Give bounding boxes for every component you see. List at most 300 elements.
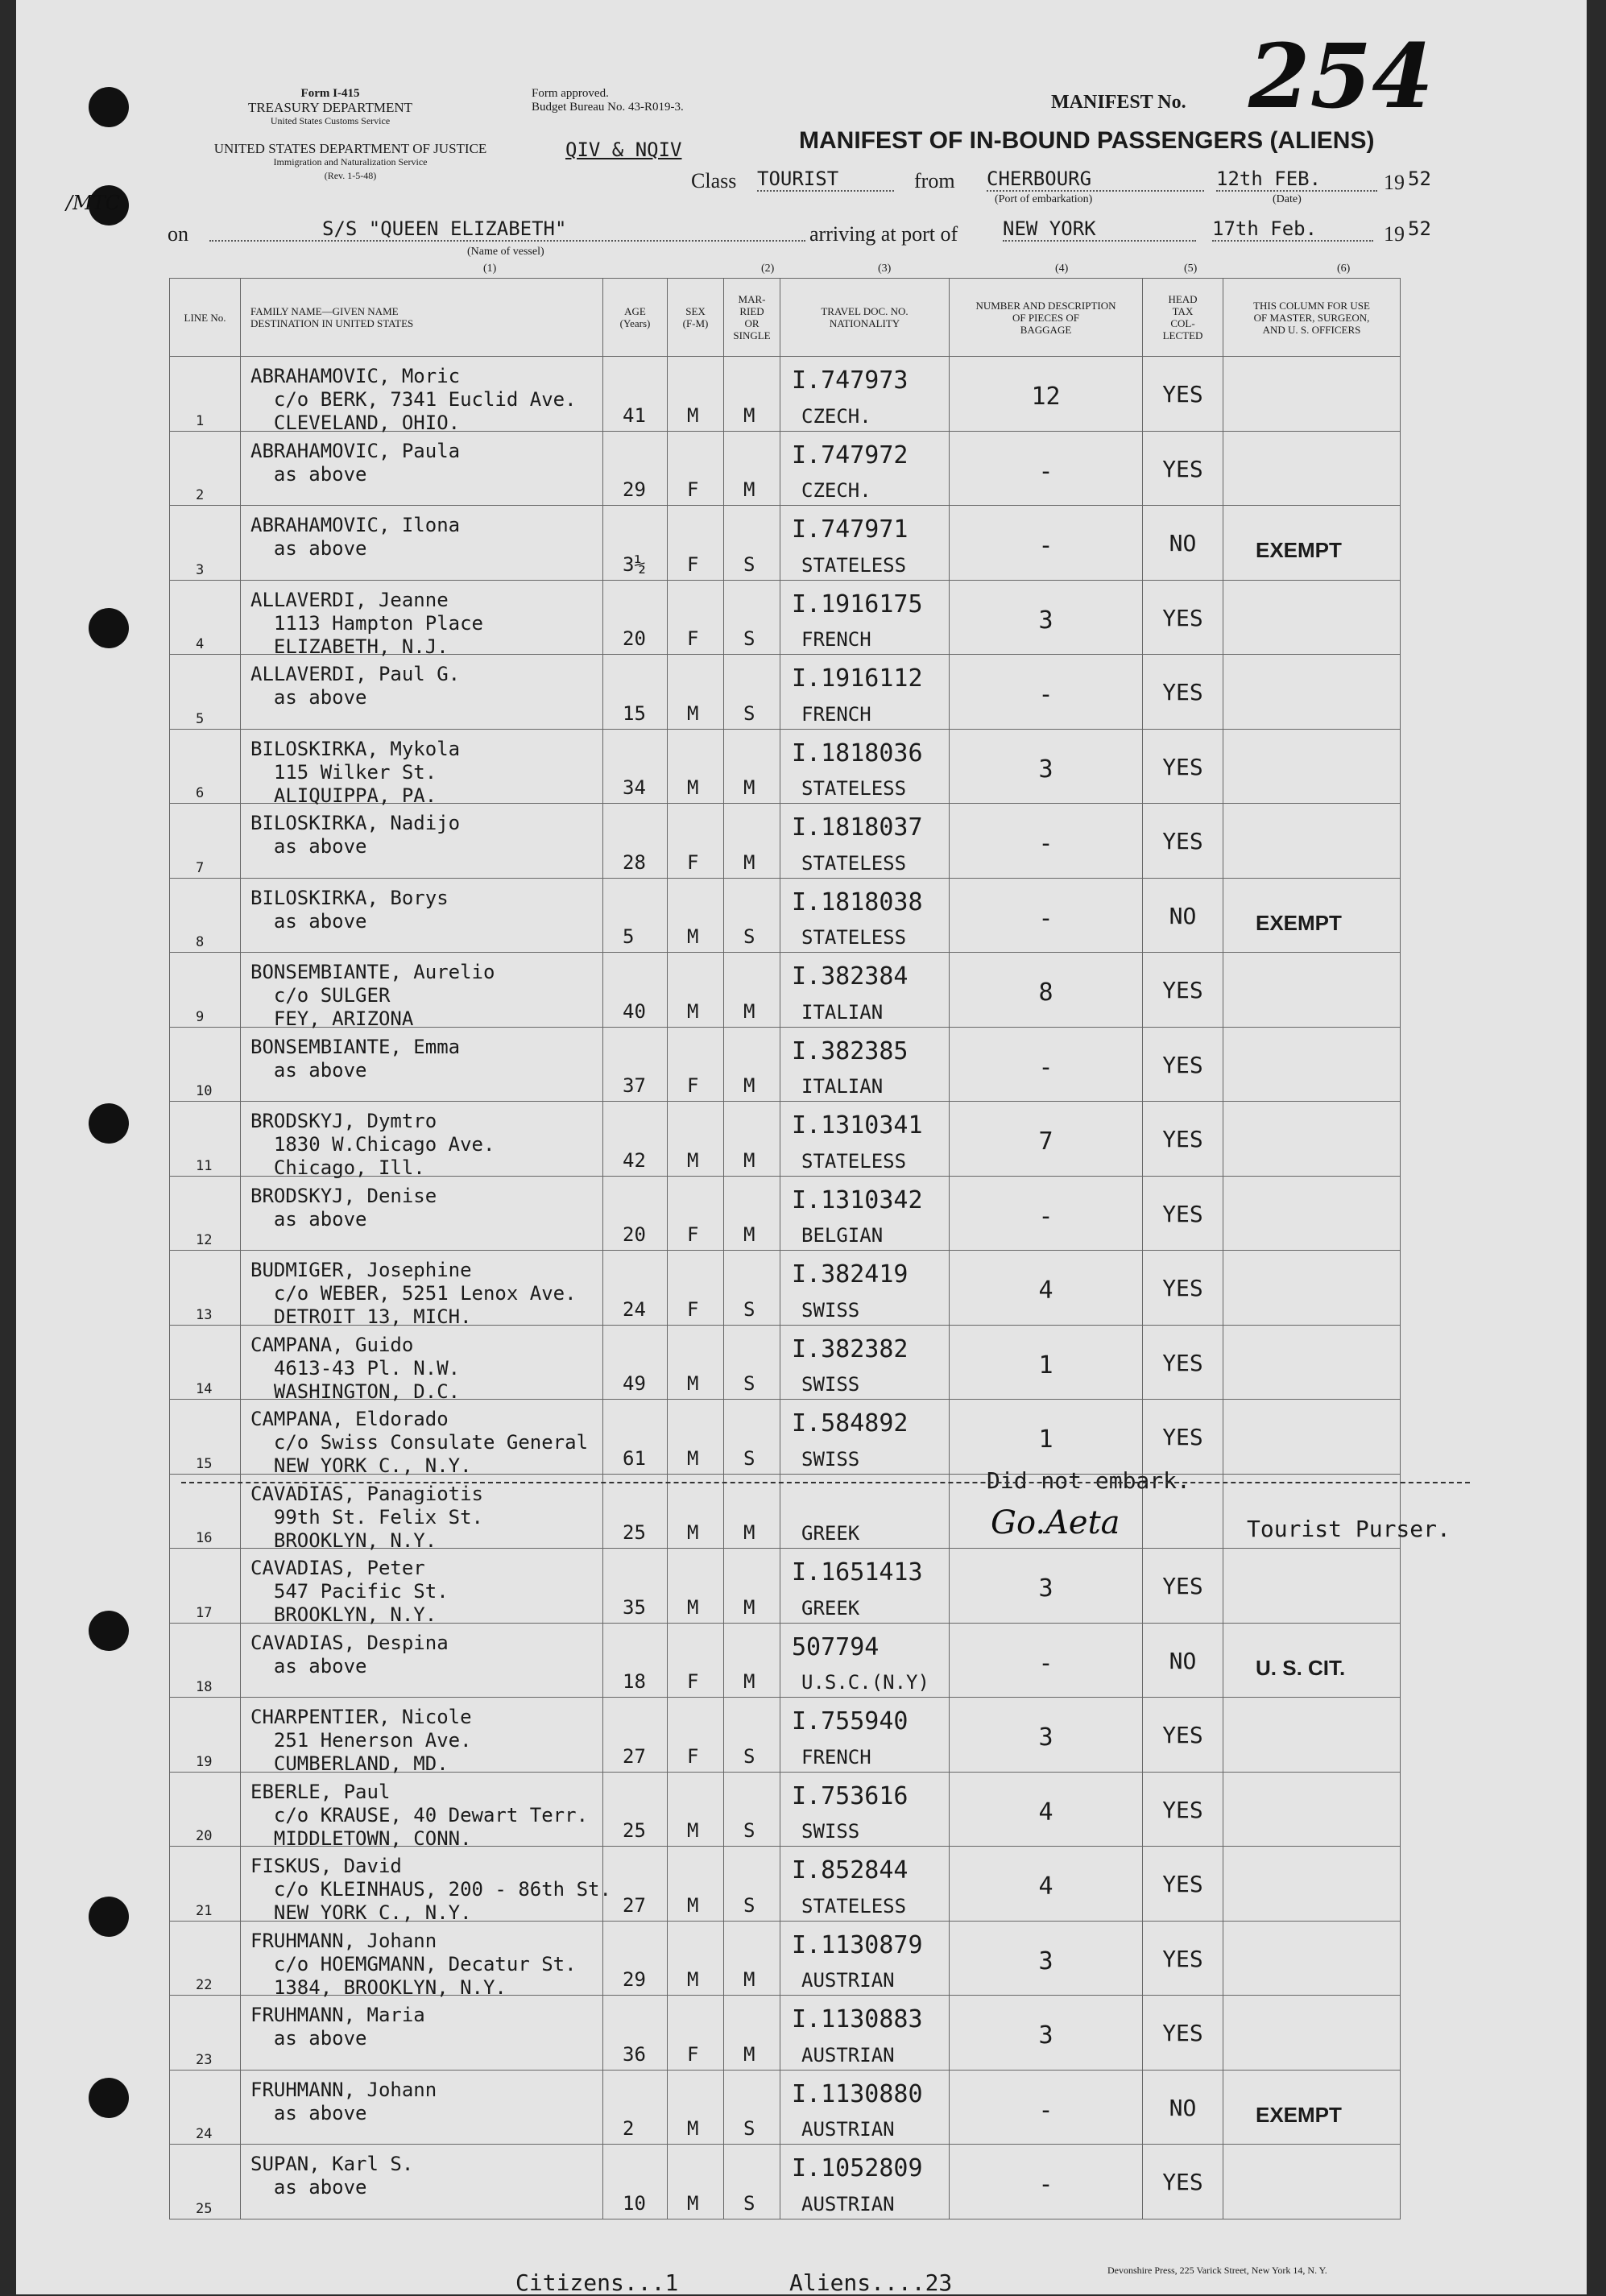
revision: (Rev. 1-5-48) bbox=[324, 170, 377, 181]
passenger-name: BUDMIGER, Josephine c/o WEBER, 5251 Lenox Ave. DETROIT 13, MICH. bbox=[250, 1259, 577, 1328]
passenger-name: BILOSKIRKA, Borys as above bbox=[250, 886, 449, 933]
doc-cell bbox=[780, 1251, 950, 1326]
name-cell bbox=[241, 1027, 603, 1102]
baggage-count: - bbox=[1038, 457, 1053, 486]
arrival-date: 17th Feb. bbox=[1212, 217, 1373, 242]
doc-cell bbox=[780, 1921, 950, 1996]
head-tax: YES bbox=[1162, 679, 1203, 705]
marital-cell bbox=[724, 2145, 780, 2219]
marital-cell bbox=[724, 1921, 780, 1996]
marital-cell bbox=[724, 1847, 780, 1922]
col-number-4: (4) bbox=[1055, 263, 1069, 275]
travel-doc-number: I.584892 bbox=[792, 1409, 909, 1438]
arrival-year-prefix: 19 bbox=[1384, 222, 1405, 246]
table-row bbox=[170, 1772, 1401, 1847]
name-cell bbox=[241, 1325, 603, 1403]
age-cell bbox=[603, 1325, 668, 1400]
citizens-count bbox=[515, 2269, 678, 2296]
marital-status: S bbox=[743, 1893, 755, 1917]
line-number: 7 bbox=[196, 859, 205, 876]
age: 20 bbox=[623, 1223, 646, 1246]
col-number-2: (2) bbox=[761, 263, 775, 275]
tax-cell bbox=[1143, 1921, 1223, 1996]
marital-status: S bbox=[743, 701, 755, 725]
passenger-name: ABRAHAMOVIC, Moric c/o BERK, 7341 Euclid Ave. CLEVELAND, OHIO. bbox=[250, 365, 577, 434]
age: 49 bbox=[623, 1372, 646, 1395]
travel-doc-number: I.1818037 bbox=[792, 813, 923, 842]
marital-cell bbox=[724, 357, 780, 432]
doc-cell bbox=[780, 1772, 950, 1847]
line-cell bbox=[170, 1847, 241, 1922]
head-tax: YES bbox=[1162, 1573, 1203, 1599]
punch-hole bbox=[89, 2078, 129, 2118]
nationality: STATELESS bbox=[801, 777, 907, 800]
age-cell bbox=[603, 1698, 668, 1773]
customs-service: United States Customs Service bbox=[270, 115, 391, 126]
aliens-value: 23 bbox=[925, 2269, 953, 2296]
baggage-cell bbox=[950, 2070, 1143, 2145]
remarks-cell bbox=[1223, 1176, 1401, 1251]
marital-status: M bbox=[743, 1521, 755, 1544]
line-cell bbox=[170, 431, 241, 506]
sex: F bbox=[687, 850, 699, 874]
table-row bbox=[170, 1325, 1401, 1400]
passenger-name: CAVADIAS, Despina as above bbox=[250, 1631, 449, 1678]
baggage-count: - bbox=[1038, 2095, 1053, 2124]
table-row bbox=[170, 1474, 1401, 1549]
remarks-cell bbox=[1223, 1921, 1401, 1996]
nationality: CZECH. bbox=[801, 404, 871, 428]
baggage-cell bbox=[950, 431, 1143, 506]
baggage-count: - bbox=[1038, 1053, 1053, 1082]
sex-cell bbox=[668, 1027, 724, 1102]
nationality: U.S.C.(N.Y) bbox=[801, 1671, 929, 1694]
baggage-count: 3 bbox=[1038, 2021, 1053, 2050]
marital-cell bbox=[724, 1549, 780, 1624]
embark-year: 52 bbox=[1408, 168, 1431, 190]
table-row bbox=[170, 804, 1401, 879]
travel-doc-number: I.1916112 bbox=[792, 664, 923, 693]
name-cell bbox=[241, 1474, 603, 1552]
age: 24 bbox=[623, 1297, 646, 1321]
line-cell bbox=[170, 357, 241, 432]
table-row bbox=[170, 2145, 1401, 2219]
baggage-count: 1 bbox=[1038, 1351, 1053, 1380]
marital-cell bbox=[724, 655, 780, 730]
baggage-count: 3 bbox=[1038, 1574, 1053, 1603]
passenger-name: FISKUS, David c/o KLEINHAUS, 200 - 86th St. NEW YORK C., N.Y. bbox=[250, 1855, 611, 1924]
tourist-purser-note: Tourist Purser. bbox=[1247, 1516, 1451, 1542]
doc-cell bbox=[780, 1474, 950, 1549]
printer-credit: Devonshire Press, 225 Varick Street, New York 14, N. Y. bbox=[1107, 2265, 1327, 2276]
sex-cell bbox=[668, 1400, 724, 1475]
marital-cell bbox=[724, 1102, 780, 1177]
marital-status: S bbox=[743, 1446, 755, 1470]
table-row bbox=[170, 1102, 1401, 1177]
col-number-6: (6) bbox=[1337, 263, 1351, 275]
table-row bbox=[170, 1623, 1401, 1698]
doc-cell bbox=[780, 357, 950, 432]
marital-cell bbox=[724, 431, 780, 506]
remarks-cell bbox=[1223, 878, 1401, 953]
sex-cell bbox=[668, 1623, 724, 1698]
name-cell bbox=[241, 2070, 603, 2145]
marital-cell bbox=[724, 580, 780, 655]
remarks-cell bbox=[1223, 953, 1401, 1028]
name-cell bbox=[241, 1921, 603, 1999]
marital-status: M bbox=[743, 478, 755, 501]
remarks-cell bbox=[1223, 2145, 1401, 2219]
age: 10 bbox=[623, 2191, 646, 2215]
tax-cell bbox=[1143, 2145, 1223, 2219]
head-tax: NO bbox=[1169, 2094, 1197, 2121]
passenger-name: BRODSKYJ, Denise as above bbox=[250, 1184, 437, 1231]
passenger-name: BILOSKIRKA, Mykola 115 Wilker St. ALIQUIPPA, PA. bbox=[250, 737, 461, 807]
age-cell bbox=[603, 655, 668, 730]
line-number: 17 bbox=[196, 1604, 213, 1621]
line-number: 15 bbox=[196, 1455, 213, 1472]
passenger-name: ABRAHAMOVIC, Paula as above bbox=[250, 439, 461, 486]
line-cell bbox=[170, 1698, 241, 1773]
name-cell bbox=[241, 2145, 603, 2219]
marital-cell bbox=[724, 804, 780, 879]
travel-doc-number: I.753616 bbox=[792, 1781, 909, 1810]
sex-cell bbox=[668, 2145, 724, 2219]
line-number: 11 bbox=[196, 1157, 213, 1174]
passenger-name: FRUHMANN, Johann as above bbox=[250, 2078, 437, 2124]
sex-cell bbox=[668, 431, 724, 506]
marital-status: M bbox=[743, 776, 755, 799]
baggage-count: 4 bbox=[1038, 1872, 1053, 1901]
remarks-cell bbox=[1223, 1251, 1401, 1326]
marital-cell bbox=[724, 1176, 780, 1251]
head-tax: YES bbox=[1162, 455, 1203, 482]
passenger-name: CAVADIAS, Panagiotis 99th St. Felix St. BROOKLYN, N.Y. bbox=[250, 1482, 483, 1552]
marital-cell bbox=[724, 1027, 780, 1102]
nationality: SWISS bbox=[801, 1820, 860, 1843]
age-cell bbox=[603, 1772, 668, 1847]
passenger-name: ALLAVERDI, Paul G. as above bbox=[250, 663, 461, 709]
marital-cell bbox=[724, 1400, 780, 1475]
remarks-cell bbox=[1223, 1549, 1401, 1624]
name-cell bbox=[241, 1623, 603, 1698]
head-tax: YES bbox=[1162, 1796, 1203, 1823]
baggage-cell bbox=[950, 1251, 1143, 1326]
marital-status: S bbox=[743, 925, 755, 948]
nationality: FRENCH bbox=[801, 1745, 871, 1769]
head-tax: YES bbox=[1162, 1126, 1203, 1152]
tax-cell bbox=[1143, 1772, 1223, 1847]
visa-class-code: QIV & NQIV bbox=[565, 139, 682, 161]
sex: F bbox=[687, 1670, 699, 1693]
head-tax: YES bbox=[1162, 1275, 1203, 1301]
did-not-embark-note: Did not embark. bbox=[987, 1467, 1190, 1494]
baggage-count: 7 bbox=[1038, 1127, 1053, 1156]
punch-hole bbox=[89, 1897, 129, 1937]
name-cell bbox=[241, 878, 603, 953]
table-row bbox=[170, 1549, 1401, 1624]
table-row bbox=[170, 357, 1401, 432]
travel-doc-number: I.1130880 bbox=[792, 2079, 923, 2108]
embark-caption: (Port of embarkation) bbox=[995, 193, 1093, 205]
doc-cell bbox=[780, 1027, 950, 1102]
passenger-name: BONSEMBIANTE, Emma as above bbox=[250, 1035, 461, 1082]
table-row bbox=[170, 953, 1401, 1028]
doc-cell bbox=[780, 1623, 950, 1698]
embark-date: 12th FEB. bbox=[1216, 168, 1377, 192]
age-cell bbox=[603, 357, 668, 432]
doc-cell bbox=[780, 2145, 950, 2219]
line-number: 22 bbox=[196, 1977, 213, 1993]
sex: M bbox=[687, 925, 699, 948]
head-tax: YES bbox=[1162, 977, 1203, 1003]
header-name: FAMILY NAME—GIVEN NAME DESTINATION IN UNITED STATES bbox=[241, 279, 603, 357]
tax-cell bbox=[1143, 1027, 1223, 1102]
table-row bbox=[170, 729, 1401, 804]
line-cell bbox=[170, 1996, 241, 2071]
name-cell bbox=[241, 1698, 603, 1773]
purser-signature: Go.Aeta bbox=[991, 1504, 1120, 1541]
embark-year-prefix: 19 bbox=[1384, 171, 1405, 194]
tax-cell bbox=[1143, 953, 1223, 1028]
nationality: FRENCH bbox=[801, 628, 871, 651]
tax-cell bbox=[1143, 1847, 1223, 1922]
tax-cell bbox=[1143, 729, 1223, 804]
line-number: 6 bbox=[196, 785, 205, 801]
sex: M bbox=[687, 1893, 699, 1917]
doc-cell bbox=[780, 580, 950, 655]
line-number: 18 bbox=[196, 1679, 213, 1695]
travel-doc-number: 507794 bbox=[792, 1632, 880, 1661]
nationality: AUSTRIAN bbox=[801, 1969, 895, 1992]
name-cell bbox=[241, 431, 603, 506]
sex: M bbox=[687, 1595, 699, 1619]
remarks-cell bbox=[1223, 1102, 1401, 1177]
line-number: 24 bbox=[196, 2126, 213, 2142]
table-row bbox=[170, 1996, 1401, 2071]
nationality: CZECH. bbox=[801, 479, 871, 502]
baggage-count: 4 bbox=[1038, 1797, 1053, 1826]
sex: M bbox=[687, 1148, 699, 1172]
line-number: 5 bbox=[196, 710, 205, 727]
passenger-name: BRODSKYJ, Dymtro 1830 W.Chicago Ave. Chicago, Ill. bbox=[250, 1110, 495, 1179]
name-cell bbox=[241, 1102, 603, 1177]
sex: F bbox=[687, 478, 699, 501]
remarks-cell bbox=[1223, 1772, 1401, 1847]
line-number: 8 bbox=[196, 934, 205, 950]
baggage-cell bbox=[950, 878, 1143, 953]
sex-cell bbox=[668, 1251, 724, 1326]
doc-cell bbox=[780, 2070, 950, 2145]
header-sex: SEX (F-M) bbox=[668, 279, 724, 357]
sex-cell bbox=[668, 1549, 724, 1624]
age-cell bbox=[603, 2070, 668, 2145]
age-cell bbox=[603, 1549, 668, 1624]
marital-cell bbox=[724, 1772, 780, 1847]
line-number: 2 bbox=[196, 487, 205, 503]
line-cell bbox=[170, 655, 241, 730]
doc-cell bbox=[780, 1847, 950, 1922]
head-tax: YES bbox=[1162, 1349, 1203, 1376]
marital-status: M bbox=[743, 1968, 755, 1991]
travel-doc-number: I.1052809 bbox=[792, 2154, 923, 2182]
passenger-name: CAVADIAS, Peter 547 Pacific St. BROOKLYN, N.Y. bbox=[250, 1557, 449, 1626]
sex: M bbox=[687, 776, 699, 799]
table-row bbox=[170, 878, 1401, 953]
nationality: STATELESS bbox=[801, 851, 907, 875]
baggage-count: 3 bbox=[1038, 1723, 1053, 1752]
baggage-cell bbox=[950, 1325, 1143, 1400]
nationality: ITALIAN bbox=[801, 1075, 884, 1098]
baggage-cell bbox=[950, 1623, 1143, 1698]
vessel-caption: (Name of vessel) bbox=[467, 246, 544, 258]
age-cell bbox=[603, 729, 668, 804]
table-row bbox=[170, 431, 1401, 506]
marital-cell bbox=[724, 1474, 780, 1549]
doc-cell bbox=[780, 804, 950, 879]
line-number: 23 bbox=[196, 2051, 213, 2068]
marital-status: M bbox=[743, 1223, 755, 1246]
doc-cell bbox=[780, 1698, 950, 1773]
remarks-cell bbox=[1223, 804, 1401, 879]
tax-cell bbox=[1143, 1623, 1223, 1698]
line-cell bbox=[170, 1176, 241, 1251]
header-baggage: NUMBER AND DESCRIPTION OF PIECES OF BAGGAGE bbox=[950, 279, 1143, 357]
sex: M bbox=[687, 403, 699, 427]
baggage-count: 1 bbox=[1038, 1425, 1053, 1454]
officer-remark: EXEMPT bbox=[1256, 538, 1342, 562]
baggage-cell bbox=[950, 804, 1143, 879]
baggage-count: - bbox=[1038, 1202, 1053, 1231]
age: 2 bbox=[623, 2117, 635, 2140]
tax-cell bbox=[1143, 1176, 1223, 1251]
sex: M bbox=[687, 999, 699, 1023]
age-cell bbox=[603, 1847, 668, 1922]
name-cell bbox=[241, 1772, 603, 1850]
sex: F bbox=[687, 627, 699, 650]
punch-hole bbox=[89, 1611, 129, 1651]
punch-hole bbox=[89, 608, 129, 648]
line-cell bbox=[170, 1400, 241, 1475]
strikeout-line bbox=[181, 1482, 1470, 1483]
marital-cell bbox=[724, 1325, 780, 1400]
head-tax: NO bbox=[1169, 902, 1197, 929]
age-cell bbox=[603, 580, 668, 655]
date-caption: (Date) bbox=[1273, 193, 1302, 205]
head-tax: YES bbox=[1162, 381, 1203, 407]
passenger-name: BONSEMBIANTE, Aurelio c/o SULGER FEY, ARIZONA bbox=[250, 961, 495, 1030]
tax-cell bbox=[1143, 1549, 1223, 1624]
nationality: SWISS bbox=[801, 1298, 860, 1322]
marital-cell bbox=[724, 1623, 780, 1698]
doc-cell bbox=[780, 506, 950, 581]
travel-doc-number: I.1818036 bbox=[792, 738, 923, 767]
baggage-count: - bbox=[1038, 532, 1053, 560]
table-row bbox=[170, 1176, 1401, 1251]
marital-status: M bbox=[743, 850, 755, 874]
nationality: GREEK bbox=[801, 1522, 860, 1545]
name-cell bbox=[241, 1996, 603, 2071]
line-number: 13 bbox=[196, 1306, 213, 1323]
sex: M bbox=[687, 1372, 699, 1395]
age-cell bbox=[603, 1102, 668, 1177]
sex: F bbox=[687, 552, 699, 576]
travel-doc-number: I.747973 bbox=[792, 366, 909, 395]
class-label: Class bbox=[691, 169, 737, 192]
passenger-name: SUPAN, Karl S. as above bbox=[250, 2153, 414, 2199]
sex: F bbox=[687, 1223, 699, 1246]
doc-cell bbox=[780, 655, 950, 730]
passenger-name: EBERLE, Paul c/o KRAUSE, 40 Dewart Terr. MIDDLETOWN, CONN. bbox=[250, 1780, 589, 1850]
travel-doc-number: I.1651413 bbox=[792, 1558, 923, 1587]
head-tax: YES bbox=[1162, 753, 1203, 780]
header-line-no: LINE No. bbox=[170, 279, 241, 357]
citizens-label: Citizens... bbox=[515, 2269, 665, 2296]
marital-status: M bbox=[743, 1074, 755, 1097]
sex-cell bbox=[668, 1772, 724, 1847]
head-tax: YES bbox=[1162, 1200, 1203, 1227]
table-row bbox=[170, 2070, 1401, 2145]
remarks-cell bbox=[1223, 729, 1401, 804]
marital-status: S bbox=[743, 552, 755, 576]
tax-cell bbox=[1143, 506, 1223, 581]
officer-remark: EXEMPT bbox=[1256, 910, 1342, 935]
sex: M bbox=[687, 1968, 699, 1991]
header-travel-doc: TRAVEL DOC. NO. NATIONALITY bbox=[780, 279, 950, 357]
baggage-cell bbox=[950, 1921, 1143, 1996]
remarks-cell bbox=[1223, 357, 1401, 432]
passenger-table bbox=[169, 278, 1401, 2219]
arrival-port: NEW YORK bbox=[1003, 217, 1196, 242]
line-cell bbox=[170, 1474, 241, 1549]
passenger-name: CAMPANA, Guido 4613-43 Pl. N.W. WASHINGTON, D.C. bbox=[250, 1333, 461, 1403]
age-cell bbox=[603, 1996, 668, 2071]
travel-doc-number: I.1916175 bbox=[792, 590, 923, 618]
head-tax: YES bbox=[1162, 2169, 1203, 2195]
marital-status: M bbox=[743, 1595, 755, 1619]
age: 40 bbox=[623, 999, 646, 1023]
line-cell bbox=[170, 1027, 241, 1102]
travel-doc-number: I.382385 bbox=[792, 1036, 909, 1065]
name-cell bbox=[241, 804, 603, 879]
nationality: AUSTRIAN bbox=[801, 2043, 895, 2066]
marital-cell bbox=[724, 878, 780, 953]
form-agency-block bbox=[161, 87, 499, 128]
baggage-cell bbox=[950, 1400, 1143, 1475]
sex-cell bbox=[668, 1176, 724, 1251]
age: 35 bbox=[623, 1595, 646, 1619]
name-cell bbox=[241, 655, 603, 730]
baggage-count: 3 bbox=[1038, 606, 1053, 635]
nationality: BELGIAN bbox=[801, 1224, 884, 1247]
travel-doc-number: I.1310341 bbox=[792, 1111, 923, 1140]
sex-cell bbox=[668, 1325, 724, 1400]
sex: M bbox=[687, 1446, 699, 1470]
approval-block bbox=[532, 87, 733, 114]
line-cell bbox=[170, 2070, 241, 2145]
marital-status: S bbox=[743, 2191, 755, 2215]
line-cell bbox=[170, 729, 241, 804]
marital-cell bbox=[724, 1996, 780, 2071]
nationality: STATELESS bbox=[801, 553, 907, 577]
manifest-title: MANIFEST OF IN-BOUND PASSENGERS (ALIENS) bbox=[799, 127, 1375, 154]
head-tax: YES bbox=[1162, 1945, 1203, 1972]
baggage-count: 3 bbox=[1038, 1946, 1053, 1975]
travel-doc-number: I.747971 bbox=[792, 515, 909, 544]
travel-doc-number: I.382419 bbox=[792, 1260, 909, 1289]
line-cell bbox=[170, 1921, 241, 1996]
table-row bbox=[170, 1027, 1401, 1102]
